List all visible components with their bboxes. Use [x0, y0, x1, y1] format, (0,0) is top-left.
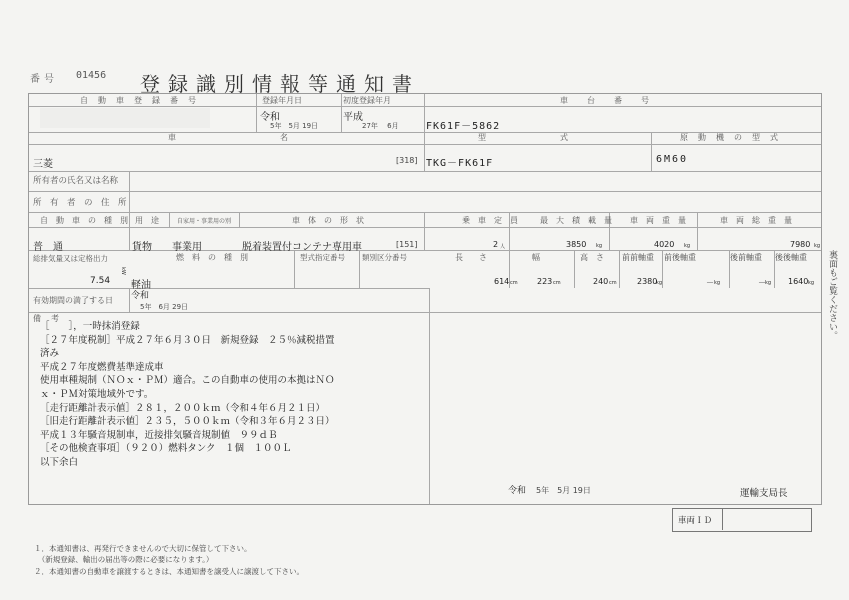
vehicle-kind-value: 普 通	[33, 242, 63, 253]
body-shape-header: 車 体 の 形 状	[292, 216, 364, 225]
max-load-header: 最 大 積 載 量	[540, 216, 612, 225]
remarks-line: ［旧走行距離計表示値］２３５，５００ｋｍ（令和３年６月２３日）	[40, 416, 335, 428]
width-header: 幅	[532, 253, 540, 262]
document-title: 登録識別情報等通知書	[140, 72, 420, 96]
owner-name-header: 所有者の氏名又は名称	[33, 176, 119, 186]
chassis-number-header: 車 台 番 号	[560, 96, 650, 105]
fuel-header: 燃 料 の 種 別	[176, 253, 248, 262]
weight-unit: kg	[684, 243, 691, 249]
engine-value: 6M60	[656, 154, 689, 165]
private-business-header: 自家用・事業用の別	[177, 218, 232, 225]
maker-value: 三菱	[33, 159, 53, 170]
first-reg-header: 初度登録年月	[343, 96, 391, 105]
vehicle-kind-header: 自 動 車 の 種 別	[40, 216, 128, 225]
fr-axle-value: －	[706, 278, 714, 287]
length-header: 長 さ	[455, 253, 487, 262]
expiry-era: 令和	[131, 291, 150, 301]
name-header: 名	[280, 133, 289, 142]
private-business-value: 事業用	[172, 242, 202, 253]
reg-date-era: 令和	[260, 112, 280, 123]
ff-axle-header: 前前軸重	[622, 253, 654, 262]
rf-axle-header: 後前軸重	[730, 253, 762, 262]
gross-weight-header: 車 両 総 重 量	[720, 216, 792, 225]
displacement-unit: kW	[120, 267, 126, 275]
displacement-header: 総排気量又は定格出力	[33, 254, 108, 263]
body-shape-code: [151]	[396, 240, 418, 249]
remarks-line: 平成１３年騒音規制車，近接排気騒音規制値 ９９ｄＢ	[40, 429, 278, 441]
chassis-number-value: FK61F－5862	[426, 121, 501, 132]
remarks-list	[40, 320, 430, 470]
capacity-value: 2	[493, 240, 499, 249]
engine-header: 原 動 機 の 型 式	[680, 133, 779, 142]
side-note: 裏面もご覧ください。	[827, 250, 837, 340]
remarks-line: ［その他検査事項］（９２０）燃料タンク １個 １００Ｌ	[40, 443, 292, 455]
reg-date-value: 5年 5月 19日	[270, 122, 319, 130]
width-unit: cm	[553, 280, 561, 286]
reg-number-header: 自 動 車 登 録 番 号	[80, 96, 197, 105]
ff-axle-unit: kg	[656, 280, 663, 286]
remarks-line: ［ ］，一時抹消登録	[40, 321, 140, 332]
expiry-date: 5年 6月 29日	[140, 303, 189, 311]
displacement-value: 7.54	[90, 276, 111, 286]
remarks-line: 済み	[40, 348, 60, 360]
height-unit: cm	[609, 280, 617, 286]
rr-axle-unit: kg	[808, 280, 815, 286]
remarks-line: 以下余白	[40, 456, 79, 468]
document-number: 01456	[76, 70, 107, 81]
footnote-2: ２．本通知書の自動車を譲渡するときは、本通知書を譲受人に譲渡して下さい。	[34, 567, 304, 576]
footnote-1-sub: （新規登録、輸出の届出等の際に必要になります。）	[34, 555, 214, 564]
reg-number-redacted	[40, 108, 210, 128]
width-value: 223	[537, 277, 553, 286]
weight-value: 4020	[654, 240, 675, 249]
length-value: 614	[494, 277, 510, 286]
document-number-label: 番号	[30, 74, 58, 85]
footnote-1: １．本通知書は、再発行できませんので大切に保管して下さい。	[34, 544, 252, 553]
model-designation-header: 型式指定番号	[300, 253, 345, 262]
vehicle-id-divider	[722, 508, 723, 530]
rr-axle-value: 1640	[788, 277, 809, 286]
remarks-line: ｘ・ＰＭ対策地域外です。	[40, 388, 154, 400]
use-value: 貨物	[132, 242, 152, 253]
weight-header: 車 両 重 量	[630, 216, 686, 225]
gross-weight-value: 7980	[790, 240, 811, 249]
rf-axle-unit: kg	[765, 280, 772, 286]
vehicle-id-label: 車両ＩＤ	[678, 516, 713, 526]
fuel-value: 軽油	[131, 280, 151, 291]
ff-axle-value: 2380	[637, 277, 658, 286]
type-header: 式	[560, 133, 569, 142]
reg-date-header: 登録年月日	[262, 96, 302, 105]
capacity-unit: 人	[500, 244, 506, 250]
capacity-header: 乗 車 定 員	[462, 216, 518, 225]
rr-axle-header: 後後軸重	[775, 253, 807, 262]
remarks-line: ［走行距離計表示値］２８１，２００ｋｍ（令和４年６月２１日）	[40, 402, 326, 414]
remarks-header: 備 考	[33, 314, 60, 323]
category-number-header: 類別区分番号	[362, 253, 407, 262]
remarks-line: ［２７年度税制］平成２７年６月３０日 新規登録 ２５％減税措置	[40, 334, 335, 346]
fr-axle-header: 前後軸重	[664, 253, 696, 262]
issue-era: 令和	[508, 486, 527, 496]
max-load-unit: kg	[596, 243, 603, 249]
owner-address-header: 所 有 者 の 住 所	[33, 198, 127, 208]
gross-weight-unit: kg	[814, 243, 821, 249]
remarks-line: 使用車種規制（ＮＯｘ・ＰＭ）適合。この自動車の使用の本拠はＮＯ	[40, 375, 335, 387]
height-header: 高 さ	[580, 253, 604, 262]
body-shape-value: 脱着装置付コンテナ専用車	[242, 242, 362, 253]
issuer: 運輸支局長	[740, 488, 788, 499]
first-reg-era: 平成	[343, 112, 363, 123]
expiry-header: 有効期間の満了する日	[33, 296, 113, 305]
model-code: [318]	[396, 156, 418, 165]
use-header: 用 途	[135, 216, 159, 225]
issue-date: 5年 5月 19日	[536, 486, 591, 495]
model-header: 型	[478, 133, 487, 142]
fr-axle-unit: kg	[714, 280, 721, 286]
height-value: 240	[593, 277, 609, 286]
max-load-value: 3850	[566, 240, 587, 249]
first-reg-value: 27年 6月	[362, 122, 399, 130]
rf-axle-value: －	[758, 278, 766, 287]
remarks-line: 平成２７年度燃費基準達成車	[40, 361, 164, 373]
maker-header: 車	[168, 133, 177, 142]
model-value: TKG－FK61F	[426, 158, 494, 169]
length-unit: cm	[510, 280, 518, 286]
